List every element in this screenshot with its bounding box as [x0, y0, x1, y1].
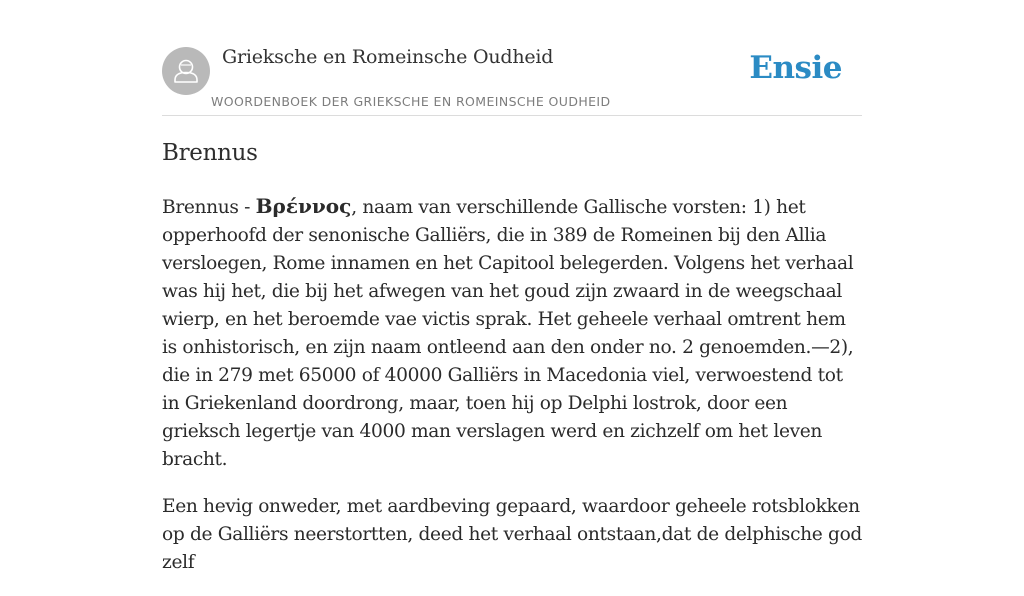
- entry-lead: Brennus -: [162, 197, 256, 218]
- source-title[interactable]: Grieksche en Romeinsche Oudheid: [222, 46, 554, 68]
- ensie-logo[interactable]: Ensie: [749, 50, 842, 86]
- greek-term: Βρέννος: [255, 194, 352, 218]
- article-paragraph: Een hevig onweder, met aardbeving gepaard, waardoor geheele rotsblokken op de Galliërs neerstortten, deed het verhaal ontstaan,dat de delphische god zelf: [162, 496, 862, 573]
- person-outline-icon: [162, 47, 210, 95]
- user-avatar-icon[interactable]: [162, 47, 210, 95]
- article-paragraph: [162, 192, 862, 474]
- entry-text: , naam van verschillende Gallische vorsten: 1) het opperhoofd der senonische Galliërs, die in 389 de Romeinen bij den Allia versloegen, Rome innamen en het Capitool belegerden. Volgens het verhaal was hij het, die bij het afwegen van het goud zijn zwaard in de weegschaal wierp, en het beroemde vae victis sprak. Het geheele verhaal omtrent hem is onhistorisch, en zijn naam ontleend aan den onder no. 2 genoemden.—2), die in 279 met 65000 of 40000 Galliërs in Macedonia viel, verwoestend tot in Griekenland doordrong, maar, toen hij op Delphi lostrok, door een grieksch legertje van 4000 man verslagen werd en zichzelf om het leven bracht.: [162, 197, 854, 470]
- source-subtitle: WOORDENBOEK DER GRIEKSCHE EN ROMEINSCHE OUDHEID: [211, 94, 611, 109]
- page-title: Brennus: [162, 140, 258, 166]
- header-divider: [162, 115, 862, 116]
- article-body: [162, 192, 862, 596]
- page-header: [162, 46, 862, 116]
